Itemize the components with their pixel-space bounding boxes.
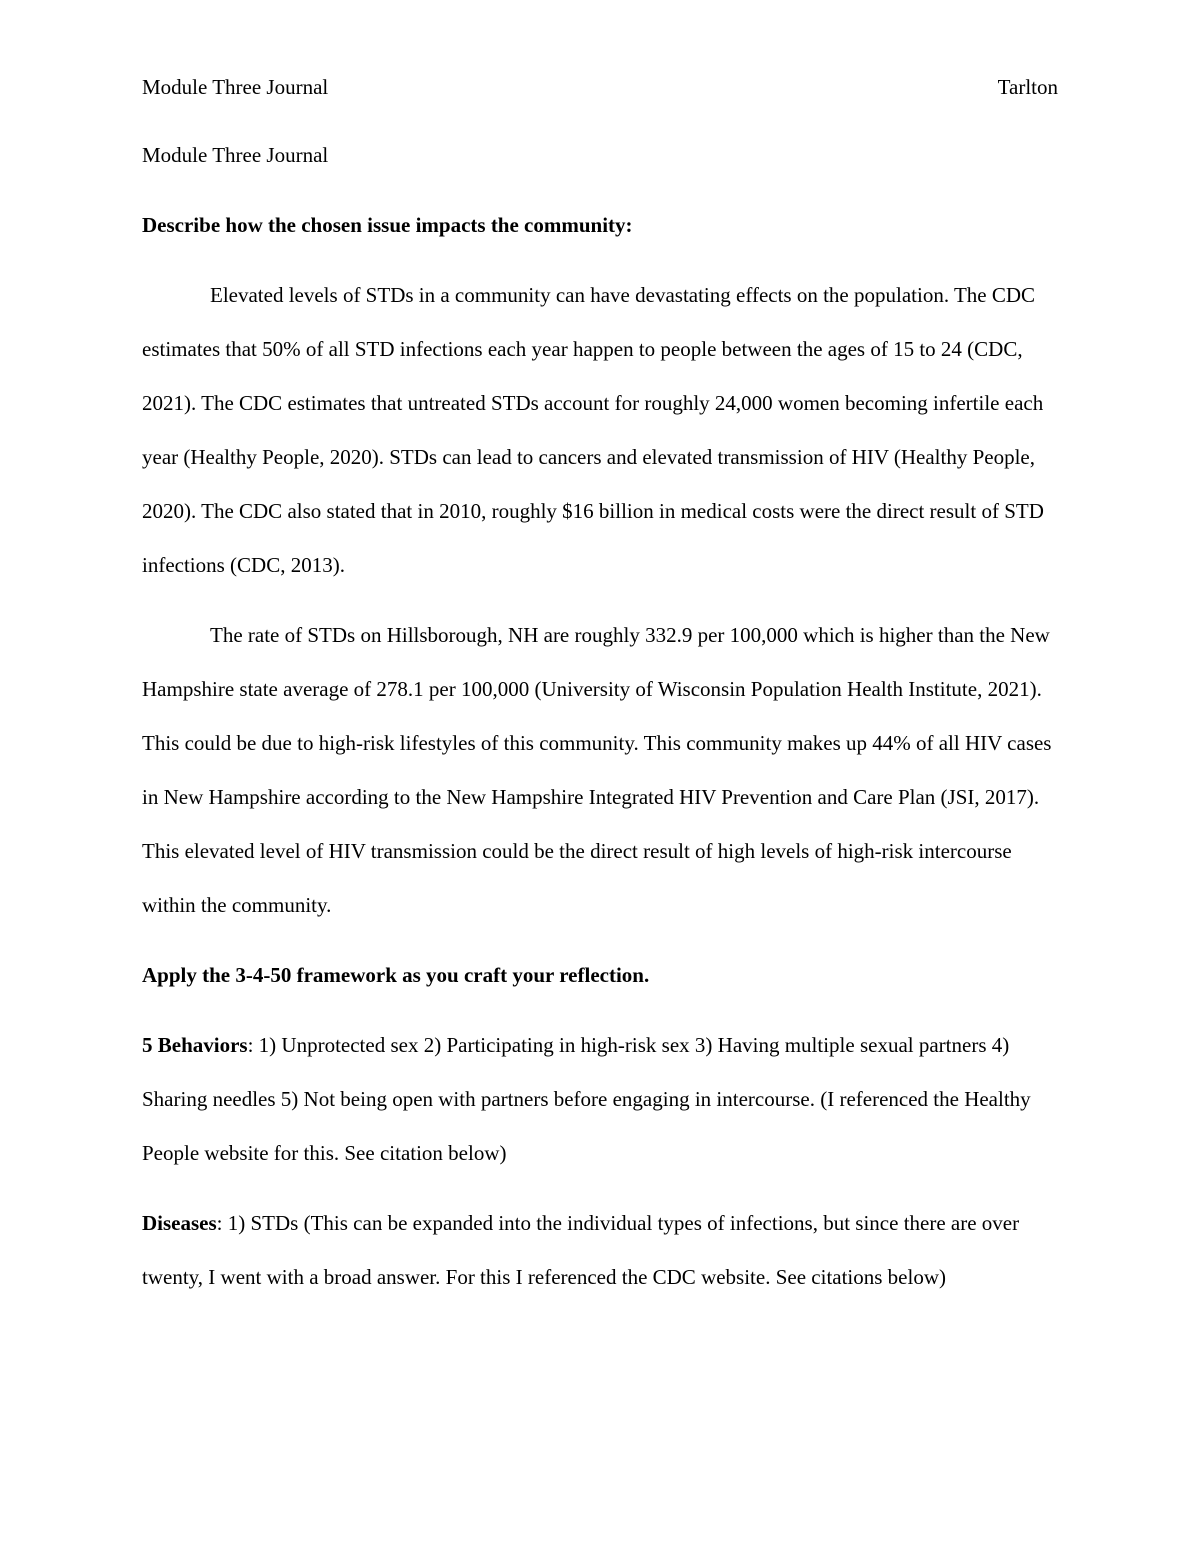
paragraph-impact-1: Elevated levels of STDs in a community can have devastating effects on the population. The CDC estimates that 50% of all STD infections each year happen to people between the ages of 15 to 24 (CDC, 2021). The CDC estimates that untreated STDs account for roughly 24,000 women becoming infertile each year (Healthy People, 2020). STDs can lead to cancers and elevated transmission of HIV (Healthy People, 2020). The CDC also stated that in 2010, roughly $16 billion in medical costs were the direct result of STD infections (CDC, 2013).: [142, 283, 1044, 577]
behaviors-paragraph: [142, 1018, 1058, 1180]
page-header: [142, 74, 1058, 100]
behaviors-label: 5 Behaviors: [142, 1033, 248, 1057]
document-title: Module Three Journal: [142, 143, 329, 167]
paragraph-impact-2: The rate of STDs on Hillsborough, NH are roughly 332.9 per 100,000 which is higher than the New Hampshire state average of 278.1 per 100,000 (University of Wisconsin Population Health Institute, 2021). This could be due to high-risk lifestyles of this community. This community makes up 44% of all HIV cases in New Hampshire according to the New Hampshire Integrated HIV Prevention and Care Plan (JSI, 2017). This elevated level of HIV transmission could be the direct result of high levels of high-risk intercourse within the community.: [142, 623, 1052, 917]
header-title: Module Three Journal: [142, 75, 329, 99]
diseases-label: Diseases: [142, 1211, 217, 1235]
diseases-text: : 1) STDs (This can be expanded into the individual types of infections, but since there are over twenty, I went with a broad answer. For this I referenced the CDC website. See citations below): [142, 1211, 1020, 1289]
diseases-paragraph: [142, 1196, 1058, 1304]
section-heading-framework: Apply the 3-4-50 framework as you craft your reflection.: [142, 963, 650, 987]
behaviors-text: : 1) Unprotected sex 2) Participating in high-risk sex 3) Having multiple sexual partners 4) Sharing needles 5) Not being open with partners before engaging in intercourse. (I referenced the Healthy People website for this. See citation below): [142, 1033, 1031, 1165]
document-body: [142, 128, 1058, 1304]
header-author: Tarlton: [997, 75, 1058, 99]
section-heading-impact: Describe how the chosen issue impacts the community:: [142, 213, 633, 237]
